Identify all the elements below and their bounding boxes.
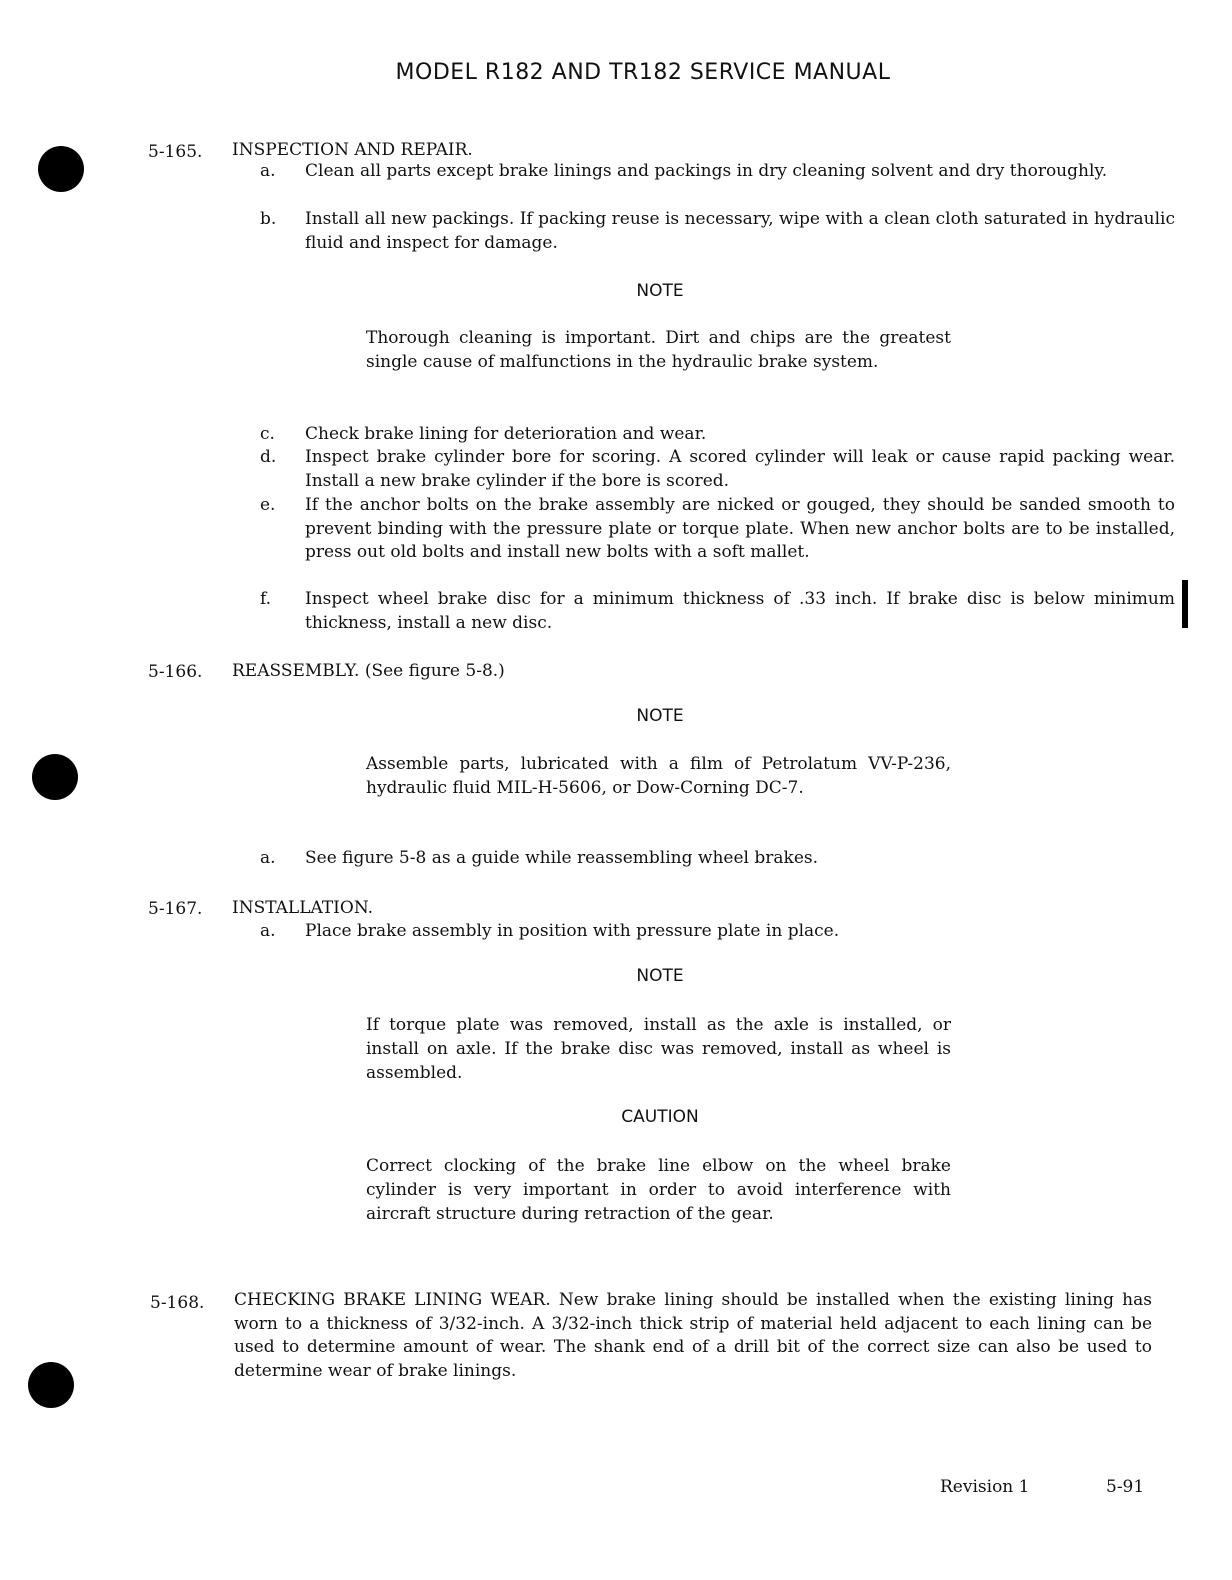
list-item-letter: f. <box>260 589 272 609</box>
note-heading: NOTE <box>636 706 684 726</box>
list-item <box>260 208 1175 255</box>
list-item-letter: a. <box>260 161 276 181</box>
list-item <box>260 423 1175 447</box>
list-item-text: Check brake lining for deterioration and wear. <box>305 424 707 444</box>
note-heading: NOTE <box>636 966 684 986</box>
section-number: 5-167. <box>148 899 203 919</box>
revision-change-bar <box>1182 580 1188 628</box>
list-item-text: Place brake assembly in position with pressure plate in place. <box>305 921 840 941</box>
binder-hole <box>28 1362 74 1408</box>
note-heading: NOTE <box>636 281 684 301</box>
note-text: If torque plate was removed, install as the axle is installed, or install on axle. If the brake disc was removed, install as wheel is assembled. <box>366 1015 951 1083</box>
list-item-text: If the anchor bolts on the brake assembly are nicked or gouged, they should be sanded smooth to prevent binding with the pressure plate or torque plate. When new anchor bolts are to be installed, press out old bolts and install new bolts with a soft mallet. <box>305 495 1175 562</box>
list-item <box>260 446 1175 493</box>
list-item <box>260 494 1175 565</box>
note-text: Assemble parts, lubricated with a film of Petrolatum VV-P-236, hydraulic fluid MIL-H-5606, or Dow-Corning DC-7. <box>366 754 951 798</box>
section-number: 5-166. <box>148 662 203 682</box>
list-item-text: See figure 5-8 as a guide while reassembling wheel brakes. <box>305 848 819 868</box>
list-item-letter: d. <box>260 447 277 467</box>
section-heading: REASSEMBLY. (See figure 5-8.) <box>232 661 505 681</box>
section-number: 5-165. <box>148 142 203 162</box>
list-item-letter: b. <box>260 209 277 229</box>
list-item-text: Clean all parts except brake linings and packings in dry cleaning solvent and dry thoroughly. <box>305 161 1108 181</box>
caution-heading: CAUTION <box>621 1107 699 1127</box>
section-heading: INSPECTION AND REPAIR. <box>232 140 473 160</box>
list-item-letter: e. <box>260 495 276 515</box>
list-item-letter: c. <box>260 424 275 444</box>
section-number: 5-168. <box>150 1293 205 1313</box>
page-number: 5-91 <box>1106 1477 1145 1497</box>
binder-hole <box>32 754 78 800</box>
note-text: Thorough cleaning is important. Dirt and chips are the greatest single cause of malfunctions in the hydraulic brake system. <box>366 328 951 372</box>
list-item-letter: a. <box>260 921 276 941</box>
binder-hole <box>38 146 84 192</box>
revision-label: Revision 1 <box>940 1477 1030 1497</box>
list-item-text: Inspect brake cylinder bore for scoring. A scored cylinder will leak or cause rapid packing wear. Install a new brake cylinder if the bore is scored. <box>305 447 1175 491</box>
list-item-text: Install all new packings. If packing reuse is necessary, wipe with a clean cloth saturated in hydraulic fluid and inspect for damage. <box>305 209 1175 253</box>
list-item <box>260 847 1175 871</box>
section-paragraph: CHECKING BRAKE LINING WEAR. New brake lining should be installed when the existing lining has worn to a thickness of 3/32-inch. A 3/32-inch thick strip of material held adjacent to each lining can be used to determine amount of wear. The shank end of a drill bit of the correct size can also be used to determine wear of brake linings. <box>234 1290 1152 1381</box>
list-item <box>260 588 1175 635</box>
list-item <box>260 920 1175 944</box>
list-item-text: Inspect wheel brake disc for a minimum thickness of .33 inch. If brake disc is below minimum thickness, install a new disc. <box>305 589 1175 633</box>
section-heading: INSTALLATION. <box>232 898 374 918</box>
list-item-letter: a. <box>260 848 276 868</box>
caution-text: Correct clocking of the brake line elbow on the wheel brake cylinder is very important in order to avoid interference with aircraft structure during retraction of the gear. <box>366 1156 951 1224</box>
list-item <box>260 160 1175 184</box>
page-title: MODEL R182 AND TR182 SERVICE MANUAL <box>395 60 891 85</box>
